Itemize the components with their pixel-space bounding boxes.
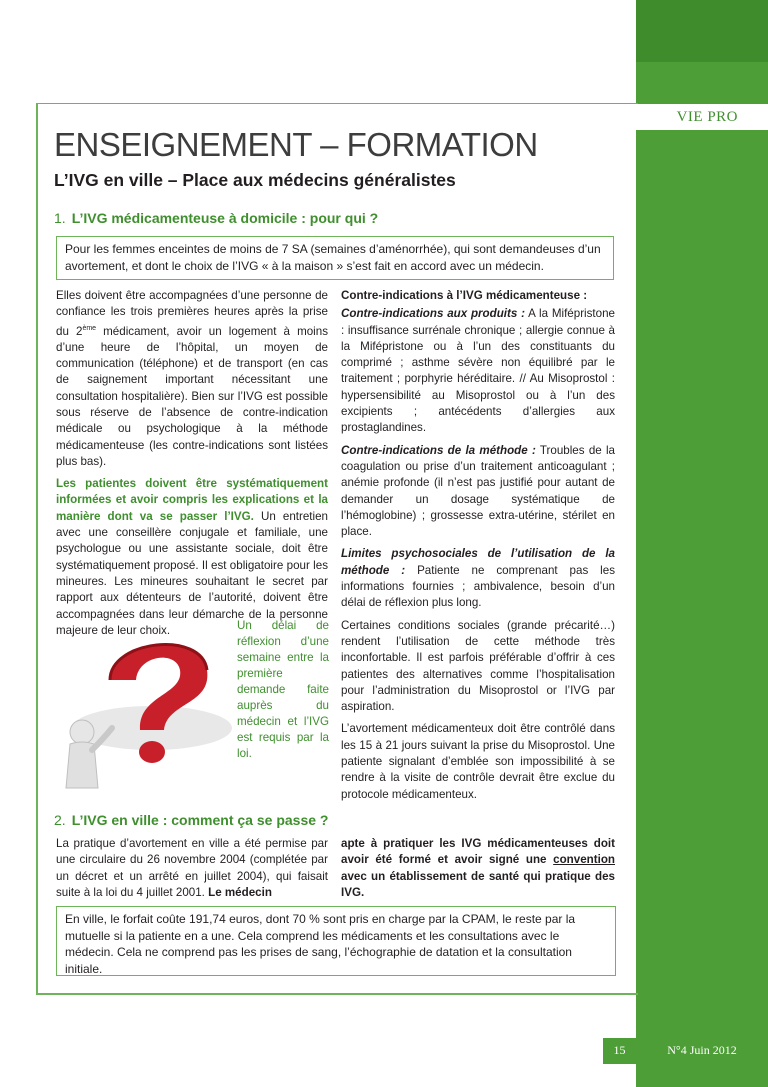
section-1-title: L’IVG médicamenteuse à domicile : pour qui ?	[71, 210, 379, 226]
section-label: VIE PRO	[636, 104, 768, 130]
contraindications-products: Contre-indications aux produits : A la Mifépristone : insuffisance surrénale chronique ; allergie connue à la Mifépristone ou à l’un des constituants du comprimé ; asthme sévère non équilibré par le traitement ; porphyrie héréditaire. // Au Misoprostol : hypersensibilité au Misoprostol ou à l’un des excipients ; antécédents d’allergies aux prostaglandines.	[341, 307, 615, 435]
intro-box: Pour les femmes enceintes de moins de 7 SA (semaines d’aménorrhée), qui sont demandeuses d’un avortement, et dont le choix de l’IVG « à la maison » s’est fait en accord avec un médecin.	[56, 236, 614, 280]
frame-bottom-line	[36, 993, 638, 995]
right-sidebar-band	[636, 0, 768, 1087]
section-1-number: 1.	[54, 210, 66, 226]
psychosocial-limits: Limites psychosociales de l’utilisation de la méthode : Patiente ne comprenant pas les informations fournies ; ambivalence, besoin d’un délai de réflexion plus long.	[341, 547, 615, 610]
section-1-left-column	[56, 288, 328, 641]
issue-label: N°4 Juin 2012	[667, 1043, 737, 1057]
section-2-heading	[54, 812, 328, 828]
section-1-heading	[54, 210, 378, 226]
section-2-left-column: La pratique d’avortement en ville a été permise par une circulaire du 26 novembre 2004 (complétée par un décret et un arrêté en juillet 2004), qui faisait suite à la loi du 4 juillet 2001. Le médecin	[56, 837, 328, 899]
section-1-right-column	[341, 288, 615, 805]
left-paragraph-2: Les patientes doivent être systématiquement informées et avoir compris les explications et la manière dont va se passer l’IVG. Un entretien avec une conseillère conjugale et familiale, une psychologue ou une assistante sociale, doit être systématiquement proposé. Il est obligatoire pour les mineures. Les mineures souhaitant le secret par rapport aux détenteurs de l’autorité, doivent être accompagnées dans leur démarche de la personne majeure de leur choix.	[56, 477, 328, 637]
left-paragraph-1: Elles doivent être accompagnées d’une personne de confiance les trois premières heures après la prise du 2ème médicament, avoir un logement à moins d’une heure de l’hôpital, un moyen de communication (téléphone) et de transport (en cas de saignement important nécessitant une consultation hospitalière). Bien sur l’IVG est possible sous réserve de l’absence de contre-indication médicale ou psychologique à la méthode médicamenteuse (les contre-indications sont listées plus bas).	[56, 289, 328, 468]
page-subtitle: L’IVG en ville – Place aux médecins généralistes	[54, 170, 456, 190]
page-number: 15	[603, 1038, 636, 1064]
follow-up-control: L’avortement médicamenteux doit être contrôlé dans les 15 à 21 jours suivant la prise du Misoprostol. Une patiente signalant d’emblée son impossibilité à se rendre à la visite de contrôle devrait être exclue du protocole médicamenteux.	[341, 722, 615, 801]
social-conditions: Certaines conditions sociales (grande précarité…) rendent l’utilisation de cette méthode très inconfortable. Il est parfois préférable d’offrir à ces patientes des alternatives comme l’hospitalisation pour l’administration du Misoprostol or l’IVG par aspiration.	[341, 618, 615, 714]
cost-box: En ville, le forfait coûte 191,74 euros, dont 70 % sont pris en charge par la CPAM, le reste par la mutuelle si la patiente en a une. Cela comprend les médicaments et les consultations avec le médecin. Cela ne comprend pas les prises de sang, l’échographie de datation et la consultation initiale.	[56, 906, 616, 976]
frame-top-line	[36, 103, 638, 104]
contraindications-method: Contre-indications de la méthode : Troubles de la coagulation ou prise d’un traitement anticoagulant ; anémie profonde (il n’est pas justifié pour autant de demander un dosage systématique de l’hémoglobine) ; grossesse extra-utérine, stérilet en place.	[341, 443, 615, 539]
section-2-right-column: apte à pratiquer les IVG médicamenteuses doit avoir été formé et avoir signé une convention avec un établissement de santé qui pratique des IVG.	[341, 837, 615, 899]
delay-note: Un délai de réflexion d’une semaine entre la première demande faite auprès du médecin et l’IVG est requis par la loi.	[237, 619, 329, 760]
contraindications-heading: Contre-indications à l’IVG médicamenteuse :	[341, 289, 588, 302]
question-mark-figure-icon	[52, 610, 237, 795]
section-2-number: 2.	[54, 812, 66, 828]
page-title: ENSEIGNEMENT – FORMATION	[54, 126, 538, 163]
section-2-title: L’IVG en ville : comment ça se passe ?	[71, 812, 329, 828]
frame-left-line	[36, 103, 38, 995]
